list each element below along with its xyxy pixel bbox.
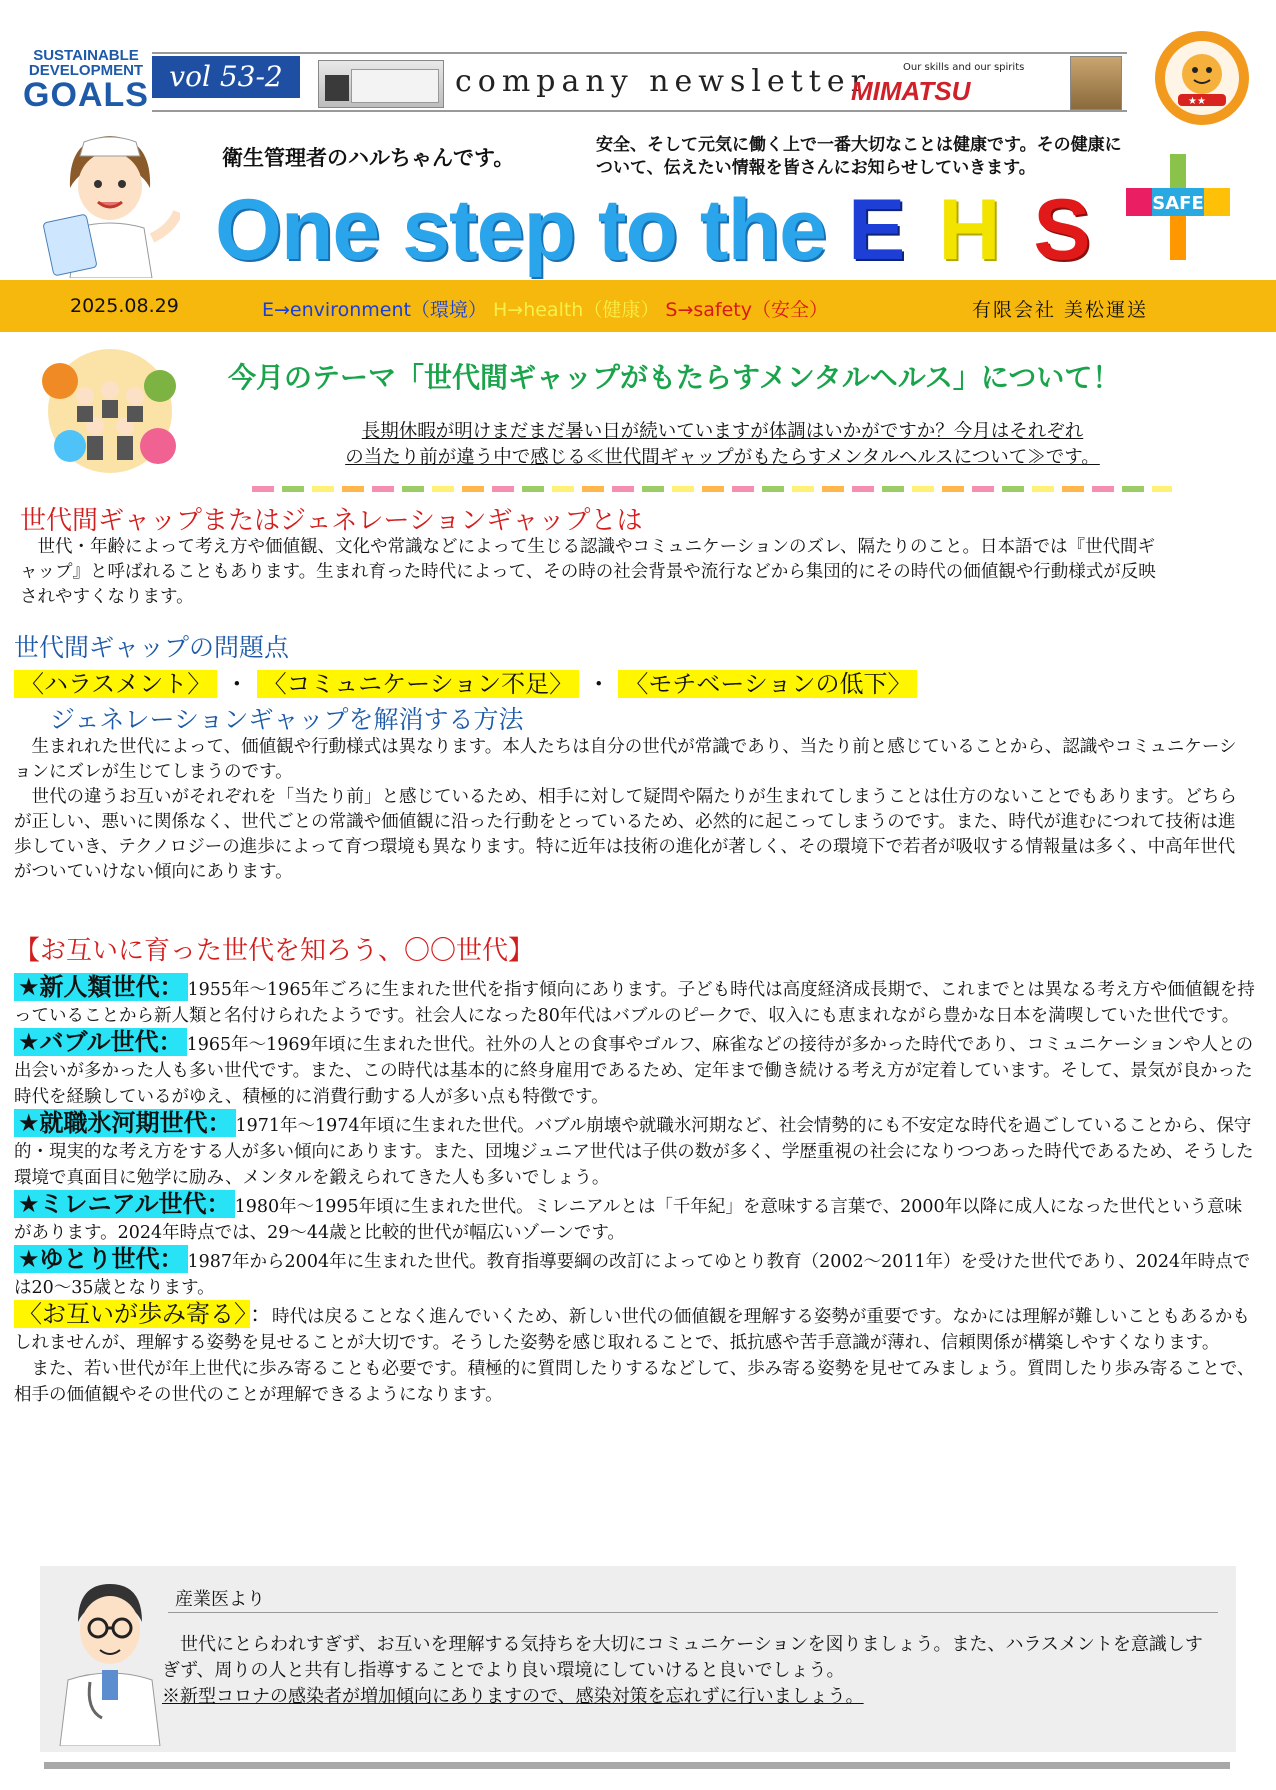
theme-title: 今月のテーマ「世代間ギャップがもたらすメンタルヘルス」について！ [228,361,1121,394]
intro-message: 安全、そして元気に働く上で一番大切なことは健康です。その健康について、伝えたい情報を皆さんにお知らせしていきます。 [596,135,1122,178]
generation-tag: ★就職氷河期世代： [14,1109,236,1137]
generation-item [14,1029,1256,1110]
section1-heading: 世代間ギャップまたはジェネレーションギャップとは [20,506,643,536]
solution-para1: 生まれれた世代によって、価値観や行動様式は異なります。本人たちは自分の世代が常識であり、当たり前と感じていることから、認識やコミュニケーションにズレが生じてしまうのです。 [14,737,1237,782]
sdg-goals: GOALS [23,76,149,114]
doctor-message: 世代にとらわれすぎず、お互いを理解する気持ちを大切にコミュニケーションを図りましょう。また、ハラスメントを意識しすぎず、周りの人と共有し指導することでより良い環境にしていけると良いでしょう。 [162,1634,1203,1681]
closing-tag: 〈お互いが歩み寄る〉 [14,1300,250,1328]
generation-tag: ★ゆとり世代： [14,1245,188,1273]
ehs-h: H→health（健康） [492,299,660,321]
safe-logo-icon [1126,154,1230,264]
problem-harassment: 〈ハラスメント〉 [14,670,217,698]
generation-item [14,1246,1256,1301]
header-rule-bottom [152,110,1127,112]
solution-para2: 世代の違うお互いがそれぞれを「当たり前」と感じているため、相手に対して疑問や隔たりが生まれてしまうことは仕方のないことでもあります。どちらが正しい、悪いに関係なく、世代ごとの常識や価値観に沿った行動をとっているため、必然的に起こってしまうのです。また、時代が進むにつれて技術は進歩していき、テクノロジーの進歩によって育つ環境も異なります。特に近年は技術の進化が著しく、その環境下で若者が吸収する情報量は多く、中高年世代がついていけない傾向にあります。 [14,787,1237,882]
closing-text: 時代は戻ることなく進んでいくため、新しい世代の価値観を理解する姿勢が重要です。なかには理解が難しいこともあるかもしれませんが、理解する姿勢を見せることが大切です。そうした姿勢を感じ取れることで、抵抗感や苦手意識が薄れ、信頼関係が構築しやすくなります。 [14,1307,1250,1353]
section1-text: 世代・年齢によって考え方や価値観、文化や常識などによって生じる認識やコミュニケーションのズレ、隔たりのこと。日本語では『世代間ギャップ』と呼ばれることもあります。生まれ育った時代によって、その時の社会背景や流行などから集団的にその時代の価値観や行動様式が反映されやすくなります。 [20,537,1156,607]
mimatsu-slogan: Our skills and our spirits [903,62,1025,73]
theme-intro-line2: の当たり前が違う中で感じる≪世代間ギャップがもたらすメンタルヘルスについて≫です。 [345,447,1100,468]
truck-photo [318,60,444,108]
doctor-from-label: 産業医より [175,1589,265,1610]
forklift-photo [1070,56,1122,110]
newsletter-label: company newsletter [455,64,871,99]
section3-heading: 【お互いに育った世代を知ろう、〇〇世代】 [14,936,535,966]
sdg-line2: DEVELOPMENT [28,62,144,79]
mimatsu-logo [845,60,1060,108]
theme-intro-line1: 長期休暇が明けまだまだ暑い日が続いていますが体調はいかがですか？今月はそれぞれ [361,421,1084,442]
theme-intro [255,419,1190,471]
dashed-divider [252,486,1172,492]
closing-item [14,1301,1256,1356]
title-s: S [1033,182,1090,278]
generation-item [14,1191,1256,1246]
solution-heading: ジェネレーションギャップを解消する方法 [50,705,524,734]
problem-motivation: 〈モチベーションの低下〉 [618,670,917,698]
mimatsu-brand: MIMATSU [851,76,971,106]
title-h: H [938,182,1000,278]
safe-text: SAFE [1152,193,1204,214]
generation-text: 1980年～1995年頃に生まれた世代。ミレニアルとは「千年紀」を意味する言葉で、2000年以降に成人になった世代という意味があります。2024年時点では、29～44歳と比較的世代が幅広いゾーンです。 [14,1197,1243,1243]
problem-tags [14,664,917,699]
certification-badge-icon [1152,28,1252,128]
issue-date: 2025.08.29 [70,295,179,317]
closing-colon: ： [250,1303,273,1328]
header-rule-top [152,52,1127,54]
company-name: 有限会社 美松運送 [972,299,1149,321]
svg-text:★★: ★★ [1188,96,1206,107]
generation-tag: ★新人類世代： [14,973,188,1001]
ehs-e: E→environment（環境） [262,299,487,321]
generation-text: 1955年～1965年ごろに生まれた世代を指す傾向にあります。子ども時代は高度経済成長期で、これまでとは異なる考え方や価値観を持っていることから新人類と名付けられたようです。社会人になった80年代はバブルのピークで、収入にも恵まれながら豊かな日本を満喫していた世代です。 [14,980,1255,1026]
generation-text: 1987年から2004年に生まれた世代。教育指導要綱の改訂によってゆとり教育（2002～2011年）を受けた世代であり、2024年時点では20～35歳となります。 [14,1252,1251,1298]
closing-text2: また、若い世代が年上世代に歩み寄ることも必要です。積極的に質問したりするなどして、歩み寄る姿勢を見せてみましょう。質問したり歩み寄ることで、相手の価値観やその世代のことが理解できるようになります。 [14,1359,1255,1405]
ehs-legend [262,295,828,322]
sdg-logo [22,48,150,112]
generation-item [14,974,1256,1029]
generation-list [14,974,1256,1408]
sdg-line1: SUSTAINABLE [33,47,139,64]
problem-communication: 〈コミュニケーション不足〉 [257,670,580,698]
doctor-text [162,1632,1220,1710]
title-text: One step to the [215,182,826,278]
title-e: E [847,182,905,278]
doctor-note: ※新型コロナの感染者が増加傾向にありますので、感染対策を忘れずに行いましょう。 [162,1686,864,1707]
generation-text: 1971年～1974年頃に生まれた世代。バブル崩壊や就職氷河期など、社会情勢的にも不安定な時代を過ごしていることから、保守的・現実的な考え方をする人が多い傾向にあります。また、団塊ジュニア世代は子供の数が多く、学歴重視の社会になりつつあった時代であるため、そうした環境で真面目に勉学に励み、メンタルを鍛えられてきた人も多いでしょう。 [14,1116,1254,1188]
haru-introduction: 衛生管理者のハルちゃんです。 [222,146,515,170]
doctor-divider [168,1612,1218,1613]
nurse-illustration-icon [40,118,180,278]
generation-text: 1965年～1969年頃に生まれた世代。社外の人との食事やゴルフ、麻雀などの接待が多かった時代であり、コミュニケーションや人との出会いが多かった人も多い世代です。また、この時代は基本的に終身雇用であるため、定年まで働き続ける考え方が定着しています。そして、景気が良かった時代を経験しているがゆえ、積極的に消費行動する人が多い点も特徴です。 [14,1035,1254,1107]
section2-heading: 世代間ギャップの問題点 [14,633,290,662]
tag-separator: ・ [586,670,611,698]
tag-separator: ・ [224,670,249,698]
volume-label: vol 53-2 [152,56,300,98]
ehs-s: S→safety（安全） [665,299,828,321]
solution-text [14,735,1250,885]
generations-illustration-icon [30,346,190,476]
doctor-illustration-icon [50,1570,170,1746]
main-title [215,180,1090,280]
footer-bar [44,1762,1230,1769]
generation-tag: ★ミレニアル世代： [14,1190,235,1218]
generation-tag: ★バブル世代： [14,1028,187,1056]
generation-item [14,1110,1256,1191]
